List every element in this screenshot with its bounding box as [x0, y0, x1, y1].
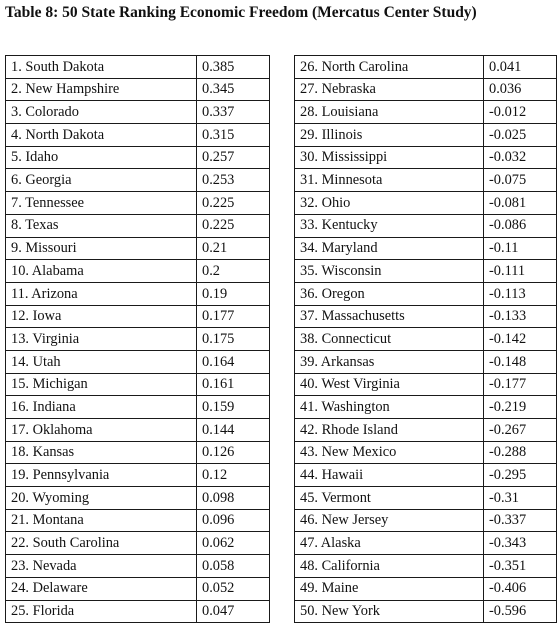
state-name-cell: 37. Massachusetts	[295, 305, 484, 328]
table-row	[6, 124, 270, 147]
table-title: Table 8: 50 State Ranking Economic Freedom (Mercatus Center Study)	[5, 4, 477, 21]
table-row	[295, 101, 557, 124]
ranking-table-right	[294, 55, 557, 623]
state-name-cell: 33. Kentucky	[295, 214, 484, 237]
state-name-cell: 36. Oregon	[295, 282, 484, 305]
state-name-cell: 5. Idaho	[6, 146, 197, 169]
score-cell: -0.025	[484, 124, 557, 147]
score-cell: -0.267	[484, 419, 557, 442]
table-row	[295, 532, 557, 555]
table-row	[6, 56, 270, 79]
state-name-cell: 43. New Mexico	[295, 441, 484, 464]
state-name-cell: 39. Arkansas	[295, 350, 484, 373]
table-row	[295, 192, 557, 215]
state-name-cell: 25. Florida	[6, 600, 197, 623]
table-row	[295, 509, 557, 532]
score-cell: 0.257	[197, 146, 270, 169]
table-row	[6, 487, 270, 510]
table-row	[6, 396, 270, 419]
table-row	[295, 577, 557, 600]
score-cell: 0.345	[197, 78, 270, 101]
table-row	[295, 260, 557, 283]
table-row	[6, 282, 270, 305]
score-cell: -0.012	[484, 101, 557, 124]
state-name-cell: 10. Alabama	[6, 260, 197, 283]
score-cell: 0.315	[197, 124, 270, 147]
table-row	[6, 237, 270, 260]
state-name-cell: 27. Nebraska	[295, 78, 484, 101]
table-row	[295, 464, 557, 487]
state-name-cell: 2. New Hampshire	[6, 78, 197, 101]
ranking-table-left	[5, 55, 270, 623]
state-name-cell: 30. Mississippi	[295, 146, 484, 169]
score-cell: -0.219	[484, 396, 557, 419]
table-row	[295, 146, 557, 169]
score-cell: 0.177	[197, 305, 270, 328]
score-cell: 0.126	[197, 441, 270, 464]
state-name-cell: 44. Hawaii	[295, 464, 484, 487]
table-row	[6, 214, 270, 237]
table-row	[295, 169, 557, 192]
state-name-cell: 20. Wyoming	[6, 487, 197, 510]
table-row	[295, 373, 557, 396]
state-name-cell: 35. Wisconsin	[295, 260, 484, 283]
table-row	[295, 305, 557, 328]
state-name-cell: 49. Maine	[295, 577, 484, 600]
table-row	[295, 350, 557, 373]
state-name-cell: 14. Utah	[6, 350, 197, 373]
state-name-cell: 11. Arizona	[6, 282, 197, 305]
table-row	[6, 260, 270, 283]
score-cell: -0.142	[484, 328, 557, 351]
table-row	[6, 464, 270, 487]
table-row	[6, 328, 270, 351]
state-name-cell: 31. Minnesota	[295, 169, 484, 192]
table-row	[295, 78, 557, 101]
state-name-cell: 45. Vermont	[295, 487, 484, 510]
state-name-cell: 47. Alaska	[295, 532, 484, 555]
state-name-cell: 42. Rhode Island	[295, 419, 484, 442]
score-cell: 0.164	[197, 350, 270, 373]
table-row	[6, 532, 270, 555]
state-name-cell: 3. Colorado	[6, 101, 197, 124]
score-cell: -0.133	[484, 305, 557, 328]
score-cell: 0.096	[197, 509, 270, 532]
state-name-cell: 17. Oklahoma	[6, 419, 197, 442]
state-name-cell: 16. Indiana	[6, 396, 197, 419]
state-name-cell: 4. North Dakota	[6, 124, 197, 147]
score-cell: 0.144	[197, 419, 270, 442]
score-cell: -0.288	[484, 441, 557, 464]
table-row	[295, 441, 557, 464]
score-cell: -0.351	[484, 555, 557, 578]
table-row	[295, 282, 557, 305]
score-cell: -0.177	[484, 373, 557, 396]
score-cell: 0.062	[197, 532, 270, 555]
state-name-cell: 8. Texas	[6, 214, 197, 237]
state-name-cell: 32. Ohio	[295, 192, 484, 215]
state-name-cell: 28. Louisiana	[295, 101, 484, 124]
table-row	[6, 350, 270, 373]
state-name-cell: 29. Illinois	[295, 124, 484, 147]
score-cell: 0.041	[484, 56, 557, 79]
state-name-cell: 12. Iowa	[6, 305, 197, 328]
table-row	[295, 600, 557, 623]
table-row	[6, 146, 270, 169]
state-name-cell: 7. Tennessee	[6, 192, 197, 215]
state-name-cell: 50. New York	[295, 600, 484, 623]
score-cell: 0.225	[197, 192, 270, 215]
table-row	[6, 555, 270, 578]
score-cell: 0.225	[197, 214, 270, 237]
score-cell: 0.047	[197, 600, 270, 623]
state-name-cell: 34. Maryland	[295, 237, 484, 260]
score-cell: -0.11	[484, 237, 557, 260]
score-cell: 0.12	[197, 464, 270, 487]
score-cell: 0.175	[197, 328, 270, 351]
state-name-cell: 1. South Dakota	[6, 56, 197, 79]
score-cell: 0.2	[197, 260, 270, 283]
state-name-cell: 15. Michigan	[6, 373, 197, 396]
table-row	[295, 328, 557, 351]
score-cell: -0.086	[484, 214, 557, 237]
score-cell: -0.081	[484, 192, 557, 215]
state-name-cell: 46. New Jersey	[295, 509, 484, 532]
table-row	[295, 214, 557, 237]
score-cell: 0.036	[484, 78, 557, 101]
table-row	[295, 237, 557, 260]
score-cell: 0.253	[197, 169, 270, 192]
score-cell: -0.148	[484, 350, 557, 373]
state-name-cell: 23. Nevada	[6, 555, 197, 578]
table-row	[6, 600, 270, 623]
table-row	[6, 169, 270, 192]
state-name-cell: 48. California	[295, 555, 484, 578]
score-cell: 0.21	[197, 237, 270, 260]
state-name-cell: 19. Pennsylvania	[6, 464, 197, 487]
score-cell: 0.159	[197, 396, 270, 419]
score-cell: -0.406	[484, 577, 557, 600]
state-name-cell: 22. South Carolina	[6, 532, 197, 555]
table-row	[6, 101, 270, 124]
score-cell: 0.052	[197, 577, 270, 600]
table-row	[295, 396, 557, 419]
state-name-cell: 41. Washington	[295, 396, 484, 419]
score-cell: 0.337	[197, 101, 270, 124]
score-cell: -0.113	[484, 282, 557, 305]
score-cell: 0.19	[197, 282, 270, 305]
state-name-cell: 38. Connecticut	[295, 328, 484, 351]
state-name-cell: 26. North Carolina	[295, 56, 484, 79]
table-row	[295, 419, 557, 442]
table-row	[6, 305, 270, 328]
score-cell: 0.058	[197, 555, 270, 578]
state-name-cell: 40. West Virginia	[295, 373, 484, 396]
score-cell: -0.337	[484, 509, 557, 532]
score-cell: -0.31	[484, 487, 557, 510]
score-cell: 0.161	[197, 373, 270, 396]
state-name-cell: 6. Georgia	[6, 169, 197, 192]
table-row	[6, 419, 270, 442]
table-row	[6, 509, 270, 532]
score-cell: -0.111	[484, 260, 557, 283]
score-cell: -0.596	[484, 600, 557, 623]
score-cell: -0.032	[484, 146, 557, 169]
table-row	[6, 78, 270, 101]
state-name-cell: 9. Missouri	[6, 237, 197, 260]
table-row	[6, 192, 270, 215]
score-cell: 0.098	[197, 487, 270, 510]
table-row	[295, 555, 557, 578]
score-cell: -0.343	[484, 532, 557, 555]
state-name-cell: 21. Montana	[6, 509, 197, 532]
table-row	[295, 124, 557, 147]
score-cell: -0.075	[484, 169, 557, 192]
table-row	[295, 487, 557, 510]
table-row	[295, 56, 557, 79]
table-row	[6, 441, 270, 464]
table-row	[6, 373, 270, 396]
state-name-cell: 13. Virginia	[6, 328, 197, 351]
state-name-cell: 24. Delaware	[6, 577, 197, 600]
state-name-cell: 18. Kansas	[6, 441, 197, 464]
table-row	[6, 577, 270, 600]
score-cell: 0.385	[197, 56, 270, 79]
score-cell: -0.295	[484, 464, 557, 487]
